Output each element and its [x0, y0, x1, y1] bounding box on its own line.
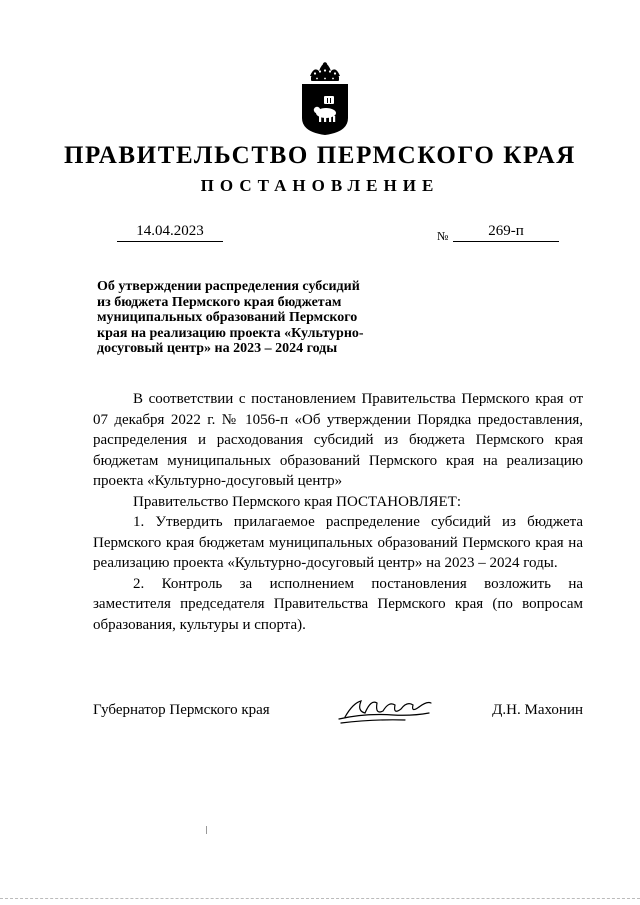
document-body	[93, 389, 583, 635]
subject-line: Об утверждении распределения субсидий	[97, 279, 360, 294]
body-paragraph: В соответствии с постановлением Правительства Пермского края от 07 декабря 2022 г. № 1056-п «Об утверждении Порядка предоставления, распределения и расходования субсидий из бюджета Пермского края бюджетам муниципальных образований Пермского края на реализацию проекта «Культурно-досуговый центр»	[93, 391, 583, 489]
government-title: ПРАВИТЕЛЬСТВО ПЕРМСКОГО КРАЯ	[64, 142, 576, 169]
signatory-position: Губернатор Пермского края	[93, 702, 270, 718]
document-subject	[97, 279, 397, 357]
body-paragraph: 2. Контроль за исполнением постановления возложить на заместителя председателя Правительства Пермского края (по вопросам образования, культуры и спорта).	[93, 575, 583, 633]
body-paragraph: 1. Утвердить прилагаемое распределение субсидий из бюджета Пермского края бюджетам муниципальных образований Пермского края на реализацию проекта «Культурно-досуговый центр» на 2023 – 2024 годы.	[93, 514, 583, 571]
page-mark	[206, 826, 207, 834]
document-type: ПОСТАНОВЛЕНИЕ	[200, 176, 440, 195]
subject-line: досуговый центр» на 2023 – 2024 годы	[97, 341, 338, 356]
signatory-name: Д.Н. Махонин	[492, 702, 583, 718]
number-sign: №	[437, 229, 449, 243]
document-number: 269-п	[453, 223, 559, 242]
coat-of-arms-icon	[300, 62, 350, 136]
subject-line: края на реализацию проекта «Культурно-	[97, 325, 364, 341]
subject-line: муниципальных образований Пермского	[97, 310, 358, 325]
signature-icon	[335, 693, 435, 729]
page-edge-divider	[0, 898, 640, 899]
document-date: 14.04.2023	[117, 223, 223, 242]
body-paragraph: Правительство Пермского края ПОСТАНОВЛЯЕТ:	[133, 493, 462, 510]
subject-line: из бюджета Пермского края бюджетам	[97, 294, 342, 310]
